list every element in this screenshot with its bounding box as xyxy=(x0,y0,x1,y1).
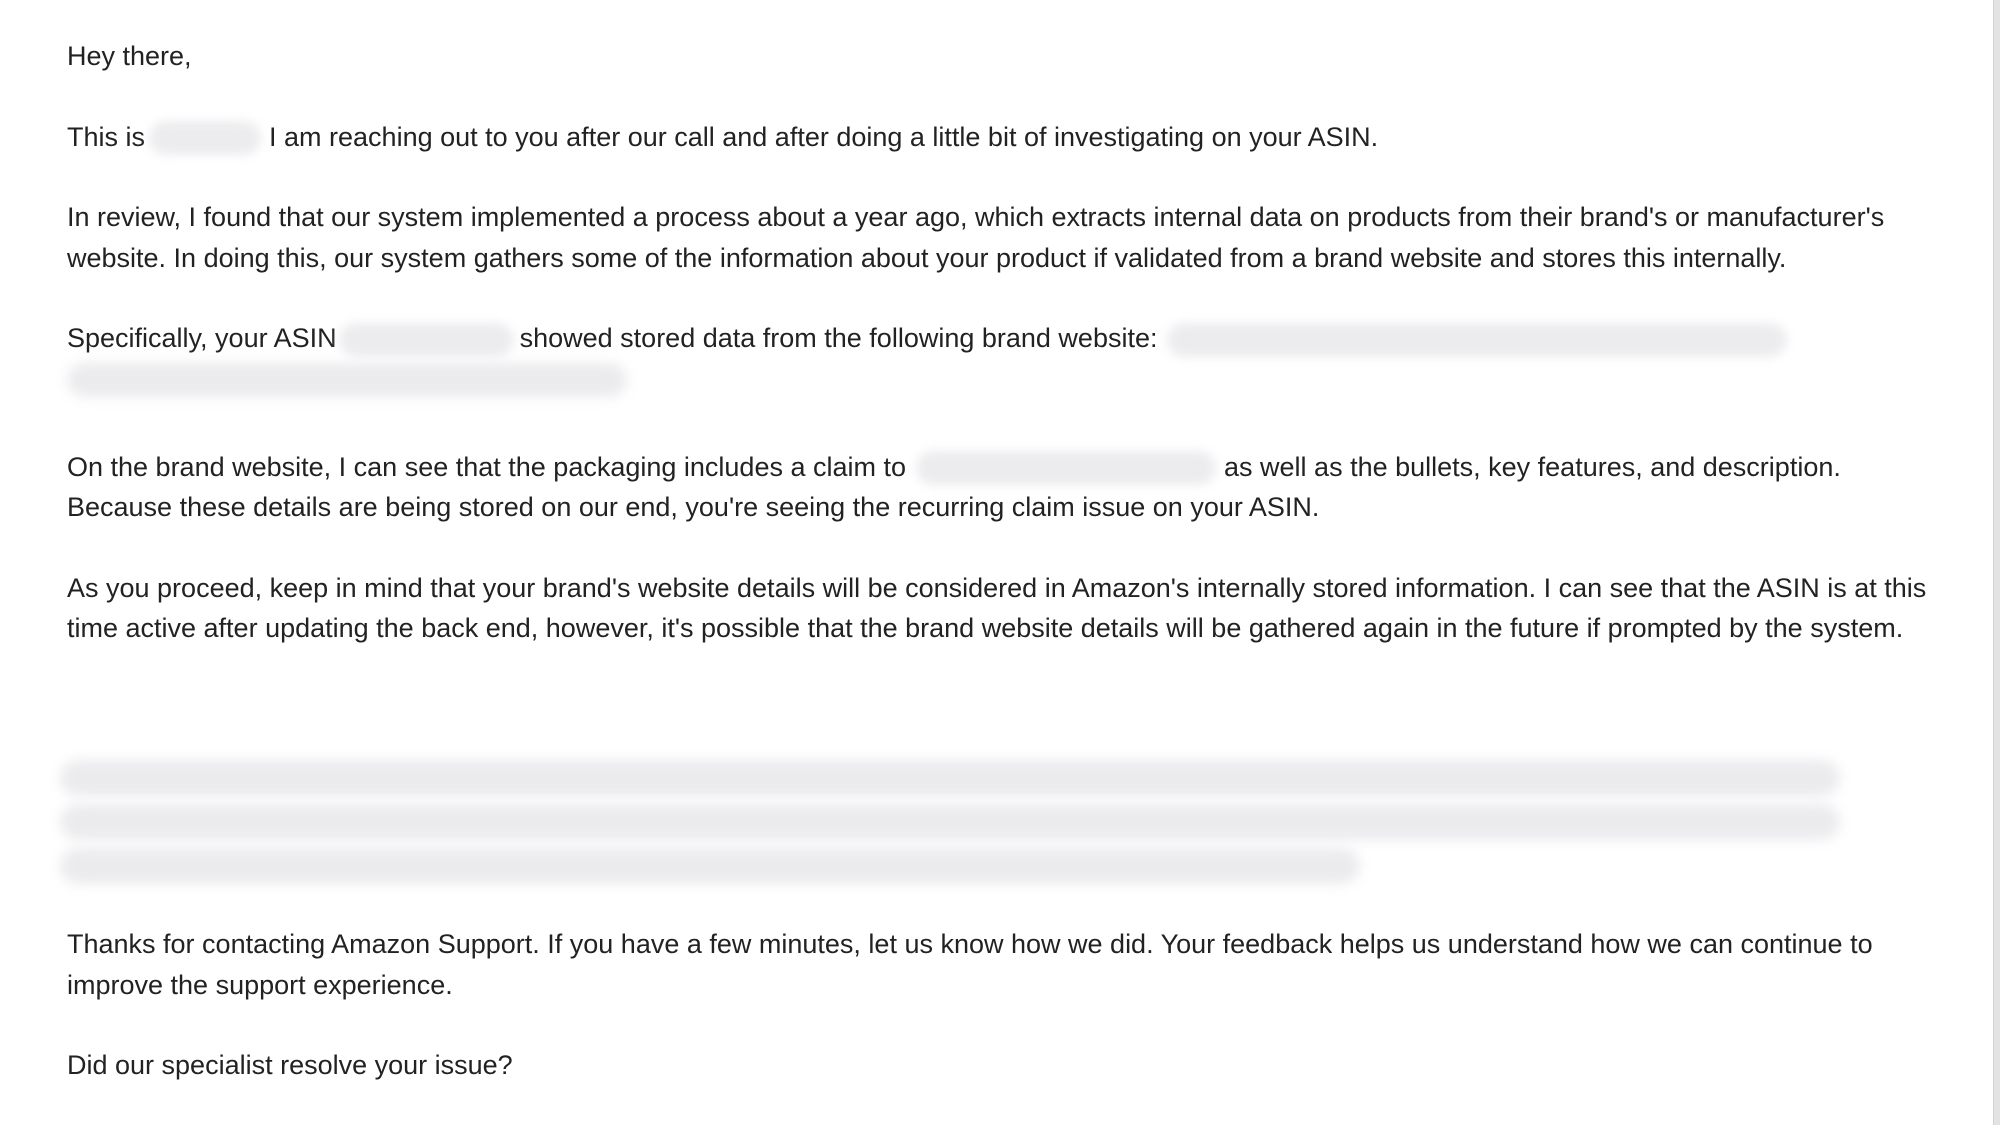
intro-prefix: This is xyxy=(67,121,146,152)
claim-suffix: as well as the bullets, key features, and description. Because these details are being stored on our end, you're seeing the recurring claim issue on your ASIN. xyxy=(67,451,1841,522)
proceed-paragraph: As you proceed, keep in mind that your brand's website details will be considered in Amazon's internally stored information. I can see that the ASIN is at this time active after updating the back end, however, it's possible that the brand website details will be gathered again in the future if prompted by the system. xyxy=(67,572,1927,643)
redacted-line xyxy=(60,760,1840,796)
redacted-claim xyxy=(916,451,1216,485)
asin-prefix: Specifically, your ASIN xyxy=(67,323,337,353)
intro-paragraph xyxy=(67,117,1927,158)
asin-second-line xyxy=(67,363,1927,407)
claim-paragraph xyxy=(67,447,1927,528)
email-footer xyxy=(67,924,1927,1125)
thanks-paragraph: Thanks for contacting Amazon Support. If you have a few minutes, let us know how we did. Your feedback helps us understand how we can continue to improve the support experience. xyxy=(67,929,1873,1000)
redacted-paragraph xyxy=(60,756,1850,892)
email-body xyxy=(67,36,1927,689)
claim-prefix: On the brand website, I can see that the packaging includes a claim to xyxy=(67,451,907,482)
redacted-agent-name xyxy=(149,121,261,155)
redacted-line xyxy=(60,848,1360,884)
asin-middle: showed stored data from the following brand website: xyxy=(519,323,1158,353)
review-paragraph: In review, I found that our system implemented a process about a year ago, which extracts internal data on products from their brand's or manufacturer's website. In doing this, our system gathers some of the information about your product if validated from a brand website and stores this internally. xyxy=(67,202,1885,273)
redacted-website-continuation xyxy=(67,363,627,397)
greeting: Hey there, xyxy=(67,41,192,71)
survey-question: Did our specialist resolve your issue? xyxy=(67,1050,513,1080)
redacted-asin xyxy=(339,323,514,357)
redacted-brand-website xyxy=(1167,323,1787,357)
intro-suffix: I am reaching out to you after our call and after doing a little bit of investigating on your ASIN. xyxy=(269,121,1379,152)
redacted-line xyxy=(60,804,1840,840)
asin-paragraph xyxy=(67,318,1927,407)
scrollbar[interactable] xyxy=(1993,0,2000,1125)
